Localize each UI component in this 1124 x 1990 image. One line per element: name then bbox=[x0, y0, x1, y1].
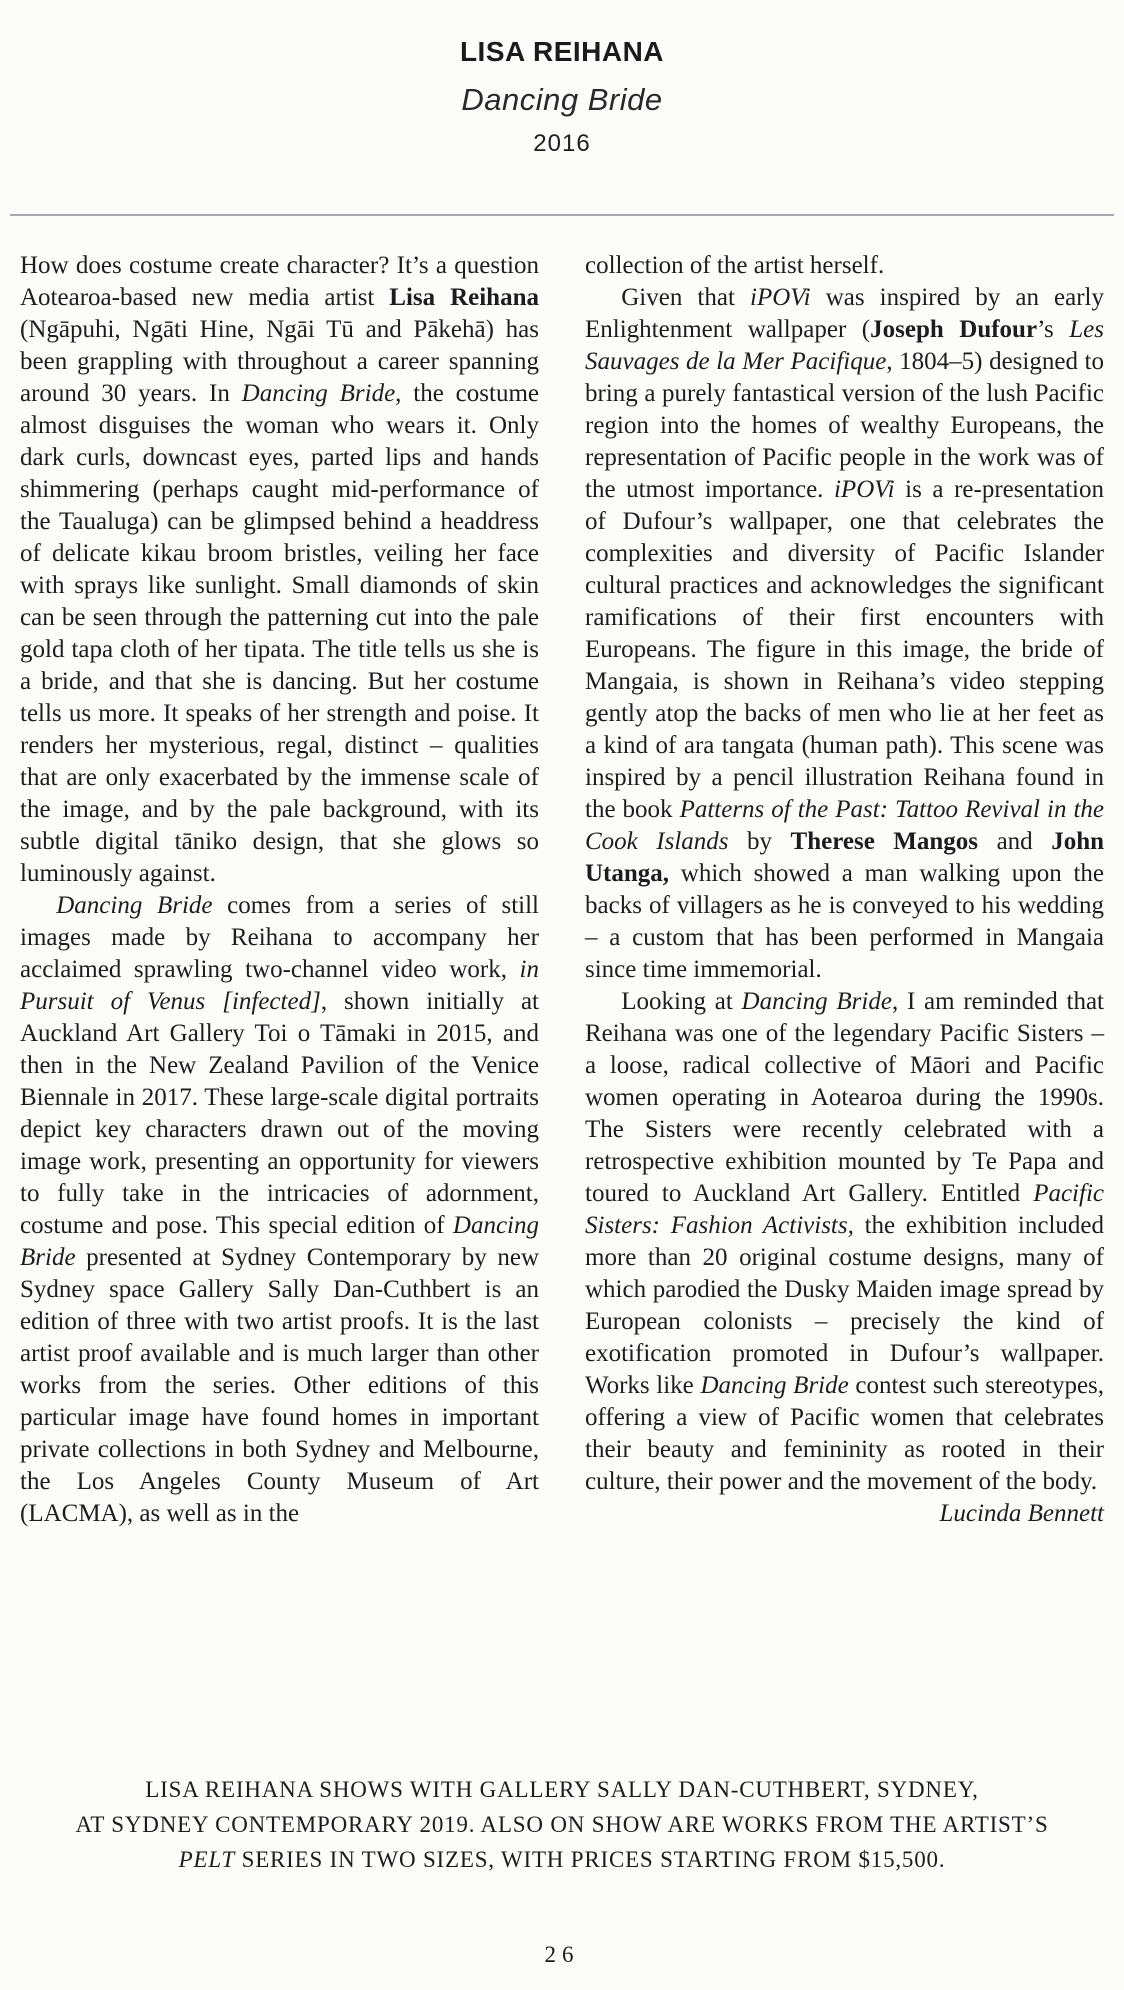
text-segment: which showed a man walking upon the backs of villagers as he is conveyed to his wedding – a custom that has been performed in Mangaia since time immemorial. bbox=[585, 860, 1104, 983]
text-segment: iPOVi bbox=[750, 284, 811, 311]
opening-paragraph bbox=[20, 250, 539, 890]
text-segment: , 1804–5) designed to bring a purely fantastical version of the lush Pacific region into the homes of wealthy Europeans, the representation of Pacific people in the work was of the utmost importance. bbox=[585, 348, 1104, 503]
text-segment: John Utanga, bbox=[585, 828, 1104, 887]
text-segment: presented at Sydney Contemporary by new Sydney space Gallery Sally Dan-Cuthbert is an edition of three with two artist proofs. It is the last artist proof available and is much larger than other works from the series. Other editions of this particular image have found homes in important private collections in both Sydney and Melbourne, the Los Angeles County Museum of Art (LACMA), as well as in the bbox=[20, 1244, 539, 1527]
text-segment: Les Sauvages de la Mer Pacifique bbox=[585, 316, 1104, 375]
text-segment: is a re-presentation of Dufour’s wallpaper, one that celebrates the complexities and diversity of Pacific Islander cultural practices and acknowledges the significant ramifications of their first encounters with Europeans. The figure in this image, the bride of Mangaia, is shown in Reihana’s video stepping gently atop the backs of men who lie at her feet as a kind of ara tangata (human path). This scene was inspired by a pencil illustration Reihana found in the book bbox=[585, 476, 1104, 823]
text-segment: Looking at bbox=[621, 988, 742, 1015]
artist-name: LISA REIHANA bbox=[459, 36, 665, 67]
text-segment: Therese Mangos bbox=[790, 828, 979, 855]
artwork-header bbox=[0, 0, 1124, 156]
text-segment: iPOVi bbox=[833, 476, 895, 503]
right-column bbox=[585, 250, 1104, 1530]
text-segment: the exhibition included more than 20 original costume designs, many of which parodied the Dusky Maiden image spread by European colonists – precisely the kind of exotification promoted in Dufour’s wallpaper. Works like bbox=[585, 1212, 1104, 1399]
text-segment: Dancing Bride bbox=[20, 1212, 539, 1271]
text-segment: contest such stereotypes, offering a view of Pacific women that celebrates their beauty and femininity as rooted in their culture, their power and the movement of the body. bbox=[585, 1372, 1105, 1495]
text-segment: in Pursuit of Venus [infected] bbox=[20, 956, 539, 1015]
text-segment: , I am reminded that Reihana was one of the legendary Pacific Sisters – a loose, radical collective of Māori and Pacific women operating in Aotearoa during the 1990s. The Sisters were recently celebrated with a retrospective exhibition mounted by Te Papa and toured to Auckland Art Gallery. Entitled bbox=[585, 988, 1104, 1207]
gallery-note-line bbox=[30, 1772, 1094, 1807]
gallery-note bbox=[0, 1772, 1124, 1877]
ipovi-paragraph bbox=[585, 282, 1104, 986]
left-column bbox=[20, 250, 539, 1530]
text-segment: comes from a series of still images made by Reihana to accompany her acclaimed sprawling two-channel video work, bbox=[20, 892, 539, 983]
work-year: 2016 bbox=[533, 130, 591, 157]
text-segment: Given that bbox=[621, 284, 750, 311]
text-segment: Dancing Bride bbox=[700, 1372, 849, 1399]
text-segment: AT SYDNEY CONTEMPORARY 2019. ALSO ON SHOW ARE WORKS FROM THE ARTIST’S bbox=[75, 1812, 1049, 1837]
pacific-sisters-paragraph bbox=[585, 986, 1104, 1498]
text-segment: SERIES IN TWO SIZES, WITH PRICES STARTING FROM $15,500. bbox=[235, 1847, 946, 1872]
text-segment: , the costume almost disguises the woman who wears it. Only dark curls, downcast eyes, parted lips and hands shimmering (perhaps caught mid-performance of the Taualuga) can be glimpsed behind a headdress of delicate kikau broom bristles, veiling her face with sprays like sunlight. Small diamonds of skin can be seen through the patterning cut into the pale gold tapa cloth of her tipata. The title tells us she is a bride, and that she is dancing. But her costume tells us more. It speaks of her strength and poise. It renders her mysterious, regal, distinct – qualities that are only exacerbated by the immense scale of the image, and by the pale background, with its subtle digital tāniko design, that she glows so luminously against. bbox=[20, 380, 539, 887]
text-segment: collection of the artist herself. bbox=[585, 252, 885, 279]
continuation-paragraph bbox=[585, 250, 1104, 282]
article-body bbox=[0, 250, 1124, 1530]
text-segment: was inspired by an early Enlightenment wallpaper ( bbox=[585, 284, 1105, 343]
text-segment: and bbox=[978, 828, 1052, 855]
text-segment: by bbox=[728, 828, 791, 855]
gallery-note-line bbox=[30, 1807, 1094, 1842]
text-segment: Joseph Dufour bbox=[870, 316, 1038, 343]
text-segment: Dancing Bride bbox=[241, 380, 396, 407]
text-segment: Lisa Reihana bbox=[389, 284, 539, 311]
text-segment: ’s bbox=[1037, 316, 1070, 343]
gallery-note-line bbox=[30, 1842, 1094, 1877]
work-title: Dancing Bride bbox=[461, 82, 663, 117]
text-segment: Pacific Sisters: Fashion Activists, bbox=[585, 1180, 1104, 1239]
text-segment: Lucinda Bennett bbox=[939, 1500, 1104, 1527]
text-segment: Dancing Bride bbox=[741, 988, 892, 1015]
divider-rule bbox=[10, 214, 1114, 216]
text-segment: (Ngāpuhi, Ngāti Hine, Ngāi Tū and Pākehā) has been grappling with throughout a career spanning around 30 years. In bbox=[20, 316, 539, 407]
byline bbox=[585, 1498, 1104, 1530]
text-segment: Dancing Bride bbox=[56, 892, 213, 919]
page-number: 26 bbox=[544, 1942, 580, 1967]
text-segment: Patterns of the Past: Tattoo Revival in the Cook Islands bbox=[585, 796, 1105, 855]
text-segment: PELT bbox=[178, 1847, 236, 1872]
series-paragraph bbox=[20, 890, 539, 1530]
text-segment: LISA REIHANA SHOWS WITH GALLERY SALLY DAN-CUTHBERT, SYDNEY, bbox=[145, 1777, 979, 1802]
text-segment: How does costume create character? It’s a question Aotearoa-based new media artist bbox=[20, 252, 539, 311]
text-segment: , shown initially at Auckland Art Gallery Toi o Tāmaki in 2015, and then in the New Zealand Pavilion of the Venice Biennale in 2017. These large-scale digital portraits depict key characters drawn out of the moving image work, presenting an opportunity for viewers to fully take in the intricacies of adornment, costume and pose. This special edition of bbox=[20, 988, 539, 1239]
